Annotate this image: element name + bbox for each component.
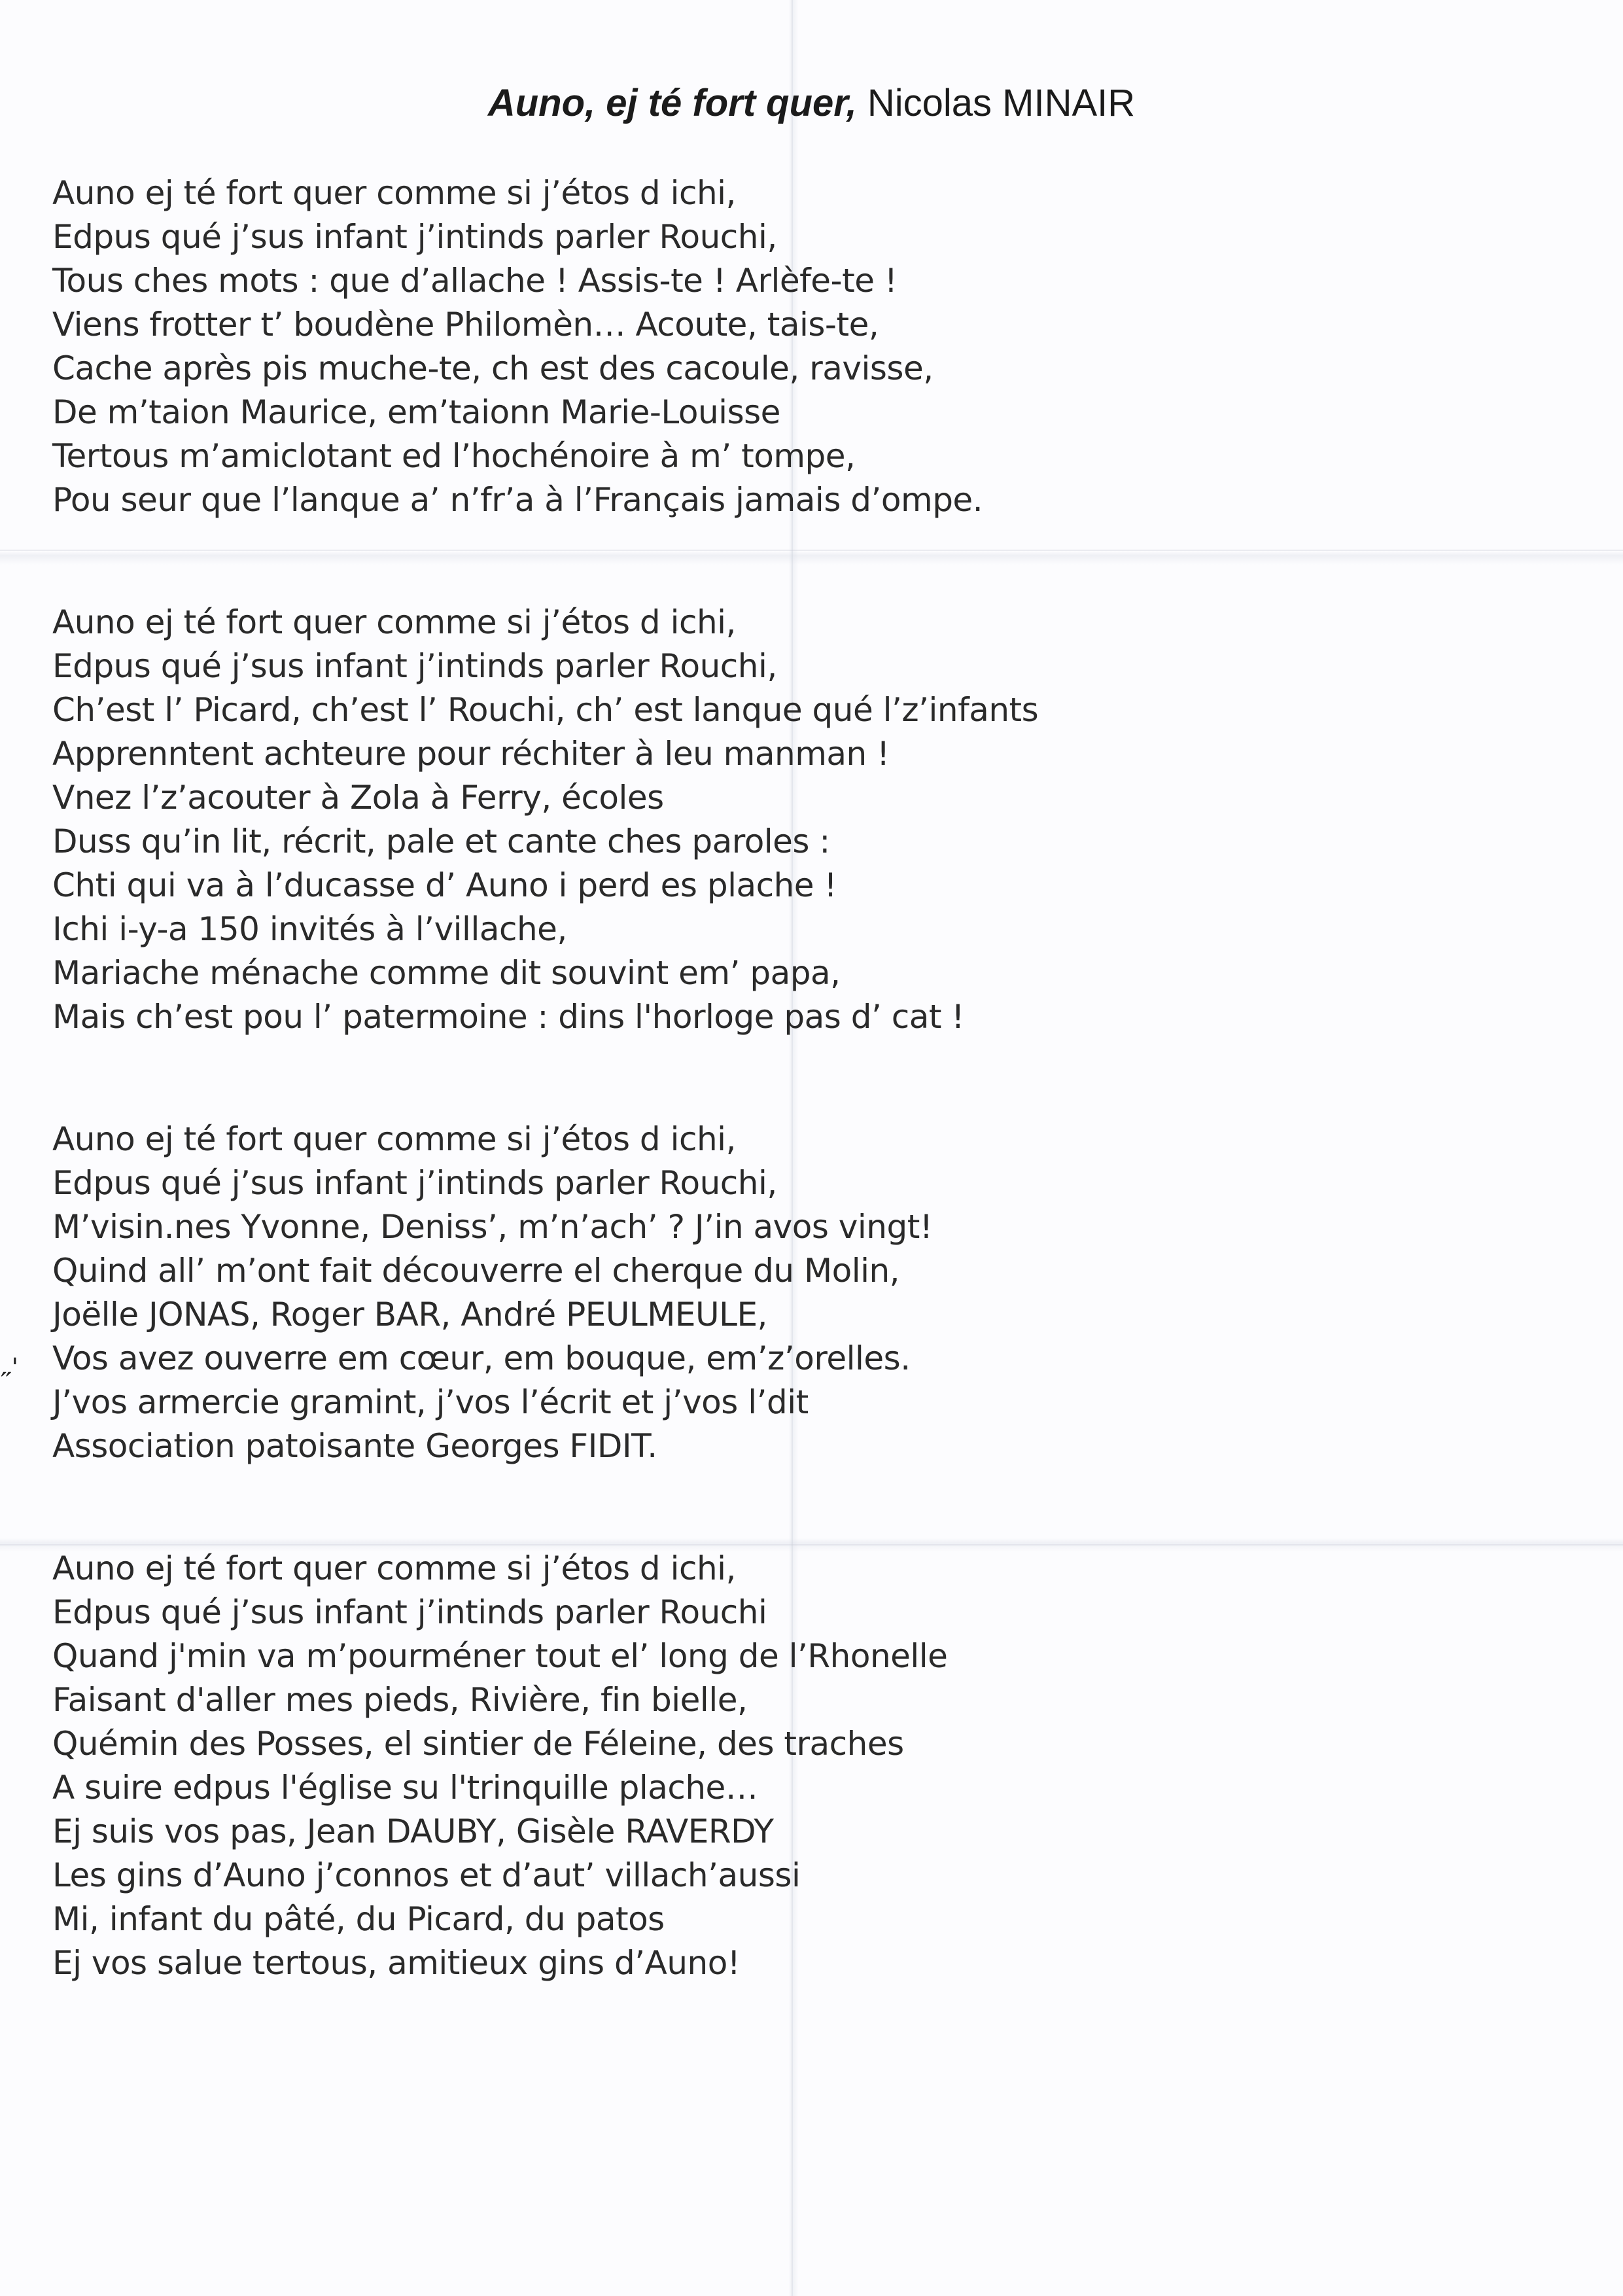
poem-line: Vos avez ouverre em cœur, em bouque, em’z’orelles.	[52, 1339, 911, 1377]
poem-line: Tertous m’amiclotant ed l’hochénoire à m’ tompe,	[52, 437, 856, 475]
poem-line: Les gins d’Auno j’connos et d’aut’ villach’aussi	[52, 1856, 801, 1894]
poem-line: Mais ch’est pou l’ patermoine : dins l'horloge pas d’ cat !	[52, 998, 964, 1036]
poem-line: Apprenntent achteure pour réchiter à leu manman !	[52, 735, 890, 773]
poem-line: Quind all’ m’ont fait découverre el cherque du Molin,	[52, 1252, 900, 1290]
poem-line: Auno ej té fort quer comme si j’étos d ichi,	[52, 1120, 736, 1158]
title-work: Auno, ej té fort quer,	[487, 82, 857, 124]
poem-line: Faisant d'aller mes pieds, Rivière, fin bielle,	[52, 1681, 748, 1719]
poem-line: Tous ches mots : que d’allache ! Assis-te ! Arlèfe-te !	[52, 262, 898, 300]
poem-line: Quémin des Posses, el sintier de Féleine, des traches	[52, 1725, 904, 1763]
title-author: Nicolas MINAIR	[867, 82, 1136, 124]
poem-title	[0, 77, 1623, 130]
poem-line: Mi, infant du pâté, du Picard, du patos	[52, 1900, 665, 1938]
poem-line: Ichi i-y-a 150 invités à l’villache,	[52, 910, 567, 948]
poem-line: Edpus qué j’sus infant j’intinds parler Rouchi,	[52, 218, 777, 256]
poem-line: Cache après pis muche-te, ch est des cacoule, ravisse,	[52, 349, 934, 387]
poem-line: Chti qui va à l’ducasse d’ Auno i perd es plache !	[52, 866, 837, 904]
poem-line: Vnez l’z’acouter à Zola à Ferry, écoles	[52, 779, 664, 817]
stanza	[52, 601, 1164, 1039]
poem-line: Auno ej té fort quer comme si j’étos d ichi,	[52, 1549, 736, 1587]
poem-line: Ej vos salue tertous, amitieux gins d’Auno!	[52, 1944, 741, 1982]
poem-line: Association patoisante Georges FIDIT.	[52, 1427, 657, 1465]
poem-line: J’vos armercie gramint, j’vos l’écrit et j’vos l’dit	[52, 1383, 809, 1421]
ink-mark: ˶ˈ	[1, 1353, 19, 1386]
stanza	[52, 171, 1164, 522]
poem-line: Edpus qué j’sus infant j’intinds parler Rouchi,	[52, 647, 777, 685]
stanza	[52, 1118, 1164, 1468]
poem-line: Quand j'min va m’pourméner tout el’ long de l’Rhonelle	[52, 1637, 948, 1675]
poem-line: Ej suis vos pas, Jean DAUBY, Gisèle RAVERDY	[52, 1812, 774, 1850]
poem-line: M’visin.nes Yvonne, Deniss’, m’n’ach’ ? J’in avos vingt!	[52, 1208, 933, 1246]
poem-line: Auno ej té fort quer comme si j’étos d ichi,	[52, 603, 736, 641]
poem-line: Joëlle JONAS, Roger BAR, André PEULMEULE,	[52, 1296, 767, 1333]
poem-line: Viens frotter t’ boudène Philomèn… Acoute, tais-te,	[52, 306, 879, 344]
poem-line: De m’taion Maurice, em’taionn Marie-Louisse	[52, 393, 780, 431]
poem-body	[52, 171, 1164, 2064]
poem-line: A suire edpus l'église su l'trinquille plache…	[52, 1769, 758, 1807]
poem-line: Pou seur que l’lanque a’ n’fr’a à l’Français jamais d’ompe.	[52, 481, 983, 519]
poem-line: Ch’est l’ Picard, ch’est l’ Rouchi, ch’ est lanque qué l’z’infants	[52, 691, 1039, 729]
poem-line: Edpus qué j’sus infant j’intinds parler Rouchi	[52, 1593, 767, 1631]
poem-line: Mariache ménache comme dit souvint em’ papa,	[52, 954, 841, 992]
stanza	[52, 1547, 1164, 1985]
poem-line: Edpus qué j’sus infant j’intinds parler Rouchi,	[52, 1164, 777, 1202]
poem-line: Auno ej té fort quer comme si j’étos d ichi,	[52, 174, 736, 212]
poem-line: Duss qu’in lit, récrit, pale et cante ches paroles :	[52, 822, 830, 860]
